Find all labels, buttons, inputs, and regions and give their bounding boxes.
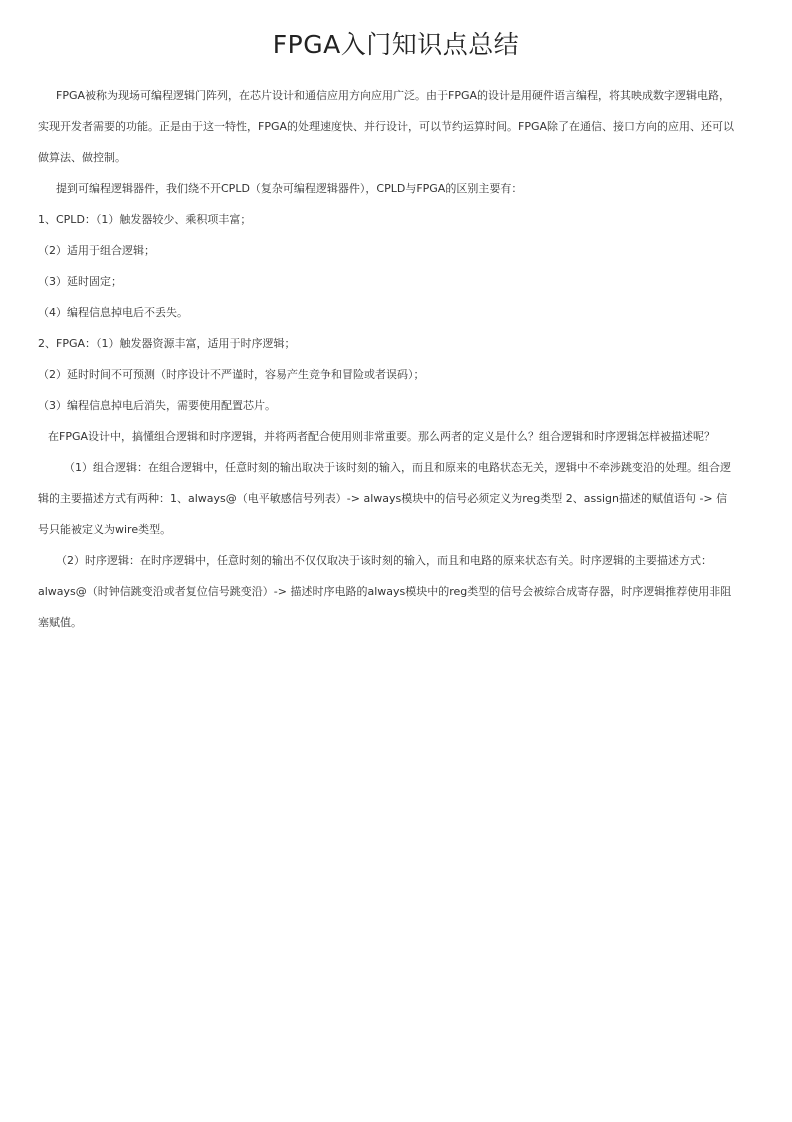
question-paragraph: 在FPGA设计中，搞懂组合逻辑和时序逻辑，并将两者配合使用则非常重要。那么两者的定义是什么？组合逻辑和时序逻辑怎样被描述呢？ bbox=[48, 430, 716, 443]
fpga-list-head: 2、FPGA：（1）触发器资源丰富，适用于时序逻辑； bbox=[38, 337, 296, 350]
cpld-list-head: 1、CPLD：（1）触发器较少、乘积项丰富； bbox=[38, 213, 252, 226]
fpga-list-item: （3）编程信息掉电后消失，需要使用配置芯片。 bbox=[38, 399, 276, 412]
cpld-intro-paragraph: 提到可编程逻辑器件，我们绕不开CPLD（复杂可编程逻辑器件），CPLD与FPGA的区别主要有： bbox=[56, 182, 523, 195]
cpld-list-item: （3）延时固定； bbox=[38, 275, 122, 288]
comb-logic-paragraph: （1）组合逻辑：在组合逻辑中，任意时刻的输出取决于该时刻的输入，而且和原来的电路状态无关，逻辑中不牵涉跳变沿的处理。组合逻辑的主要描述方式有两种：1、always@（电平敏感信号列表）-> always模块中的信号必须定义为reg类型 2、assign描述的赋值语句 -> 信号只能被定义为wire类型。 bbox=[38, 461, 731, 536]
cpld-list-item: （2）适用于组合逻辑； bbox=[38, 244, 155, 257]
document-title: FPGA入门知识点总结 bbox=[272, 30, 520, 59]
cpld-list-item: （4）编程信息掉电后不丢失。 bbox=[38, 306, 188, 319]
fpga-list-item: （2）延时时间不可预测（时序设计不严谨时，容易产生竞争和冒险或者误码）； bbox=[38, 368, 425, 381]
document-body bbox=[38, 80, 738, 638]
intro-paragraph: FPGA被称为现场可编程逻辑门阵列，在芯片设计和通信应用方向应用广泛。由于FPGA的设计是用硬件语言编程，将其映成数字逻辑电路，实现开发者需要的功能。正是由于这一特性，FPGA的处理速度快、并行设计，可以节约运算时间。FPGA除了在通信、接口方向的应用、还可以做算法、做控制。 bbox=[38, 89, 735, 164]
seq-logic-paragraph: （2）时序逻辑：在时序逻辑中，任意时刻的输出不仅仅取决于该时刻的输入，而且和电路的原来状态有关。时序逻辑的主要描述方式：always@（时钟信跳变沿或者复位信号跳变沿）-> 描述时序电路的always模块中的reg类型的信号会被综合成寄存器，时序逻辑推荐使用非阻塞赋值。 bbox=[38, 554, 732, 629]
